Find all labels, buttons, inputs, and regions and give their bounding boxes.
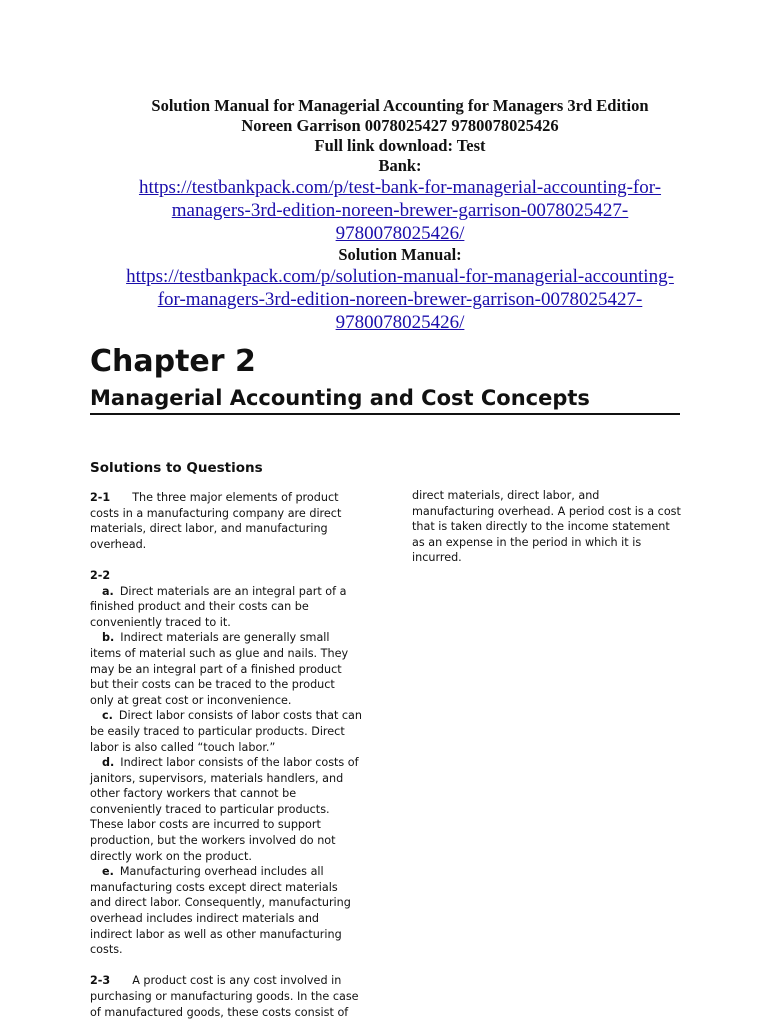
part-text: Direct materials are an integral part of a finished product and their costs can be conveniently traced to it. (90, 584, 347, 629)
solution-manual-link-line-3: 9780078025426/ (335, 312, 465, 333)
question-2-2 (90, 568, 362, 958)
test-bank-link-line-1: https://testbankpack.com/p/test-bank-for-managerial-accounting-for- (138, 177, 662, 198)
part-letter: e. (102, 865, 114, 879)
left-column (90, 490, 362, 1036)
test-bank-link-line-2: managers-3rd-edition-noreen-brewer-garrison-0078025427- (171, 200, 629, 221)
part-text: Direct labor consists of labor costs that can be easily traced to particular products. Direct labor is also called “touch labor.” (90, 709, 363, 754)
solution-manual-link[interactable] (70, 265, 730, 334)
question-2-3-continued: direct materials, direct labor, and manufacturing overhead. A period cost is a cost that is taken directly to the income statement as an expense in the period in which it is incurred. (412, 489, 681, 565)
question-2-1 (90, 490, 362, 552)
part-text: Indirect labor consists of the labor costs of janitors, supervisors, materials handlers, and other factory workers that cannot be conveniently traced to particular products. These labor costs are incurred to support production, but the workers involved do not directly work on the product. (90, 756, 359, 863)
question-number: 2-3 (90, 974, 111, 988)
document-header (70, 96, 730, 334)
chapter-number: Chapter 2 (90, 344, 256, 379)
solution-manual-link-line-1: https://testbankpack.com/p/solution-manual-for-managerial-accounting- (126, 266, 674, 287)
answer-part-b (90, 630, 362, 708)
answer-text: A product cost is any cost involved in purchasing or manufacturing goods. In the case of manufactured goods, these costs consist of (90, 974, 359, 1019)
section-heading: Solutions to Questions (90, 460, 263, 476)
part-letter: c. (102, 709, 113, 723)
answer-part-a (90, 584, 362, 631)
title-line-4: Bank: (378, 156, 422, 175)
right-column (412, 488, 684, 582)
question-number: 2-1 (90, 491, 111, 504)
question-2-3 (90, 973, 362, 1020)
title-line-1: Solution Manual for Managerial Accounting for Managers 3rd Edition (151, 96, 649, 115)
answer-part-c (90, 708, 362, 755)
title-line-3: Full link download: Test (314, 136, 486, 155)
test-bank-link-line-3: 9780078025426/ (335, 223, 465, 244)
solution-manual-link-line-2: for-managers-3rd-edition-noreen-brewer-garrison-0078025427- (157, 289, 643, 310)
part-text: Indirect materials are generally small items of material such as glue and nails. They may be an integral part of a finished product but their costs can be traced to the product only at great cost or inconvenience. (90, 631, 349, 707)
title-line-2: Noreen Garrison 0078025427 9780078025426 (241, 116, 559, 135)
part-text: Manufacturing overhead includes all manufacturing costs except direct materials and direct labor. Consequently, manufacturing overhead includes indirect materials and indirect labor as well as other manufacturing costs. (90, 865, 351, 957)
answer-part-e (90, 864, 362, 958)
part-letter: d. (102, 756, 115, 770)
chapter-title: Managerial Accounting and Cost Concepts (90, 383, 680, 415)
answer-text: The three major elements of product costs in a manufacturing company are direct materials, direct labor, and manufacturing overhead. (90, 491, 342, 551)
answer-part-d (90, 755, 362, 864)
question-number: 2-2 (90, 568, 111, 582)
test-bank-link[interactable] (70, 176, 730, 245)
part-letter: b. (102, 631, 115, 645)
part-letter: a. (102, 584, 114, 598)
solution-manual-label: Solution Manual: (338, 245, 462, 264)
